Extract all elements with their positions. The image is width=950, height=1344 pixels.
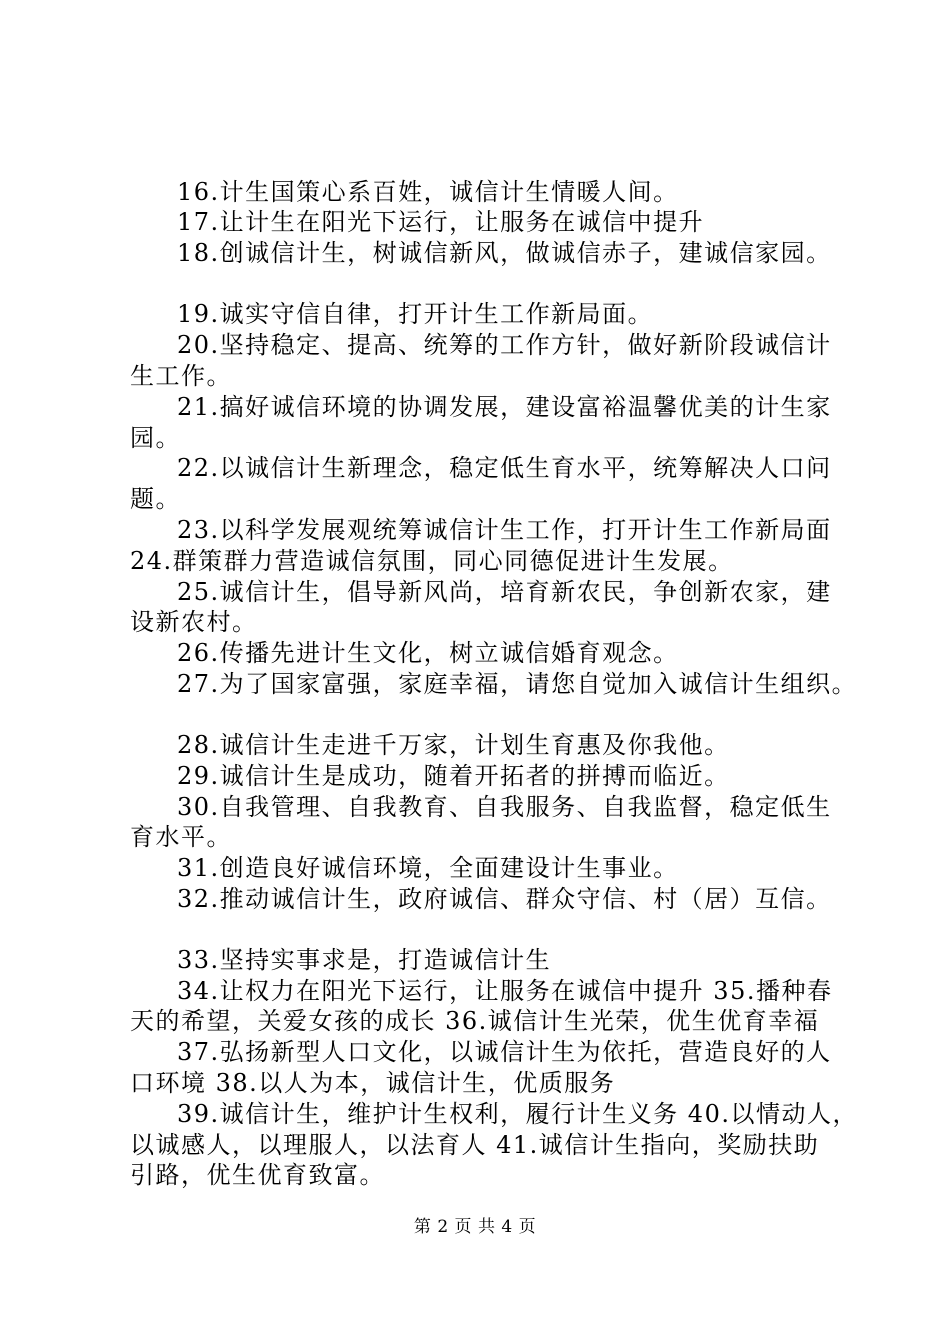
text-line: 天的希望，关爱女孩的成长 36.诚信计生光荣，优生优育幸福 (130, 1007, 820, 1035)
text-line: 30.自我管理、自我教育、自我服务、自我监督，稳定低生 (177, 793, 832, 821)
text-line: 37.弘扬新型人口文化，以诚信计生为依托，营造良好的人 (177, 1038, 832, 1066)
text-line: 园。 (130, 424, 181, 452)
text-line: 19.诚实守信自律，打开计生工作新局面。 (177, 300, 654, 328)
text-line: 口环境 38.以人为本，诚信计生，优质服务 (130, 1069, 616, 1097)
text-line: 17.让计生在阳光下运行，让服务在诚信中提升 (177, 208, 705, 236)
text-line: 27.为了国家富强，家庭幸福，请您自觉加入诚信计生组织。 (177, 670, 858, 698)
text-line: 23.以科学发展观统筹诚信计生工作，打开计生工作新局面 (177, 516, 832, 544)
text-line: 24.群策群力营造诚信氛围，同心同德促进计生发展。 (130, 547, 734, 575)
text-line: 26.传播先进计生文化，树立诚信婚育观念。 (177, 639, 679, 667)
text-line: 22.以诚信计生新理念，稳定低生育水平，统筹解决人口问 (177, 454, 832, 482)
text-line: 引路，优生优育致富。 (130, 1161, 385, 1189)
text-line: 题。 (130, 485, 181, 513)
text-line: 以诚感人，以理服人，以法育人 41.诚信计生指向，奖励扶助 (130, 1131, 820, 1159)
page-number-footer: 第 2 页 共 4 页 (413, 1217, 537, 1237)
text-line: 16.计生国策心系百姓，诚信计生情暖人间。 (177, 178, 679, 206)
text-line: 33.坚持实事求是，打造诚信计生 (177, 946, 552, 974)
text-line: 34.让权力在阳光下运行，让服务在诚信中提升 35.播种春 (177, 977, 833, 1005)
text-line: 育水平。 (130, 823, 232, 851)
text-line: 32.推动诚信计生，政府诚信、群众守信、村（居）互信。 (177, 885, 832, 913)
text-line: 25.诚信计生，倡导新风尚，培育新农民，争创新农家，建 (177, 578, 832, 606)
text-line: 29.诚信计生是成功，随着开拓者的拼搏而临近。 (177, 762, 730, 790)
text-line: 28.诚信计生走进千万家，计划生育惠及你我他。 (177, 731, 730, 759)
text-line: 21.搞好诚信环境的协调发展，建设富裕温馨优美的计生家 (177, 393, 832, 421)
text-line: 20.坚持稳定、提高、统筹的工作方针，做好新阶段诚信计 (177, 331, 832, 359)
text-line: 31.创造良好诚信环境，全面建设计生事业。 (177, 854, 679, 882)
text-line: 18.创诚信计生，树诚信新风，做诚信赤子，建诚信家园。 (177, 239, 832, 267)
text-line: 设新农村。 (130, 608, 258, 636)
text-line: 生工作。 (130, 362, 232, 390)
text-line: 39.诚信计生，维护计生权利，履行计生义务 40.以情动人， (177, 1100, 858, 1128)
